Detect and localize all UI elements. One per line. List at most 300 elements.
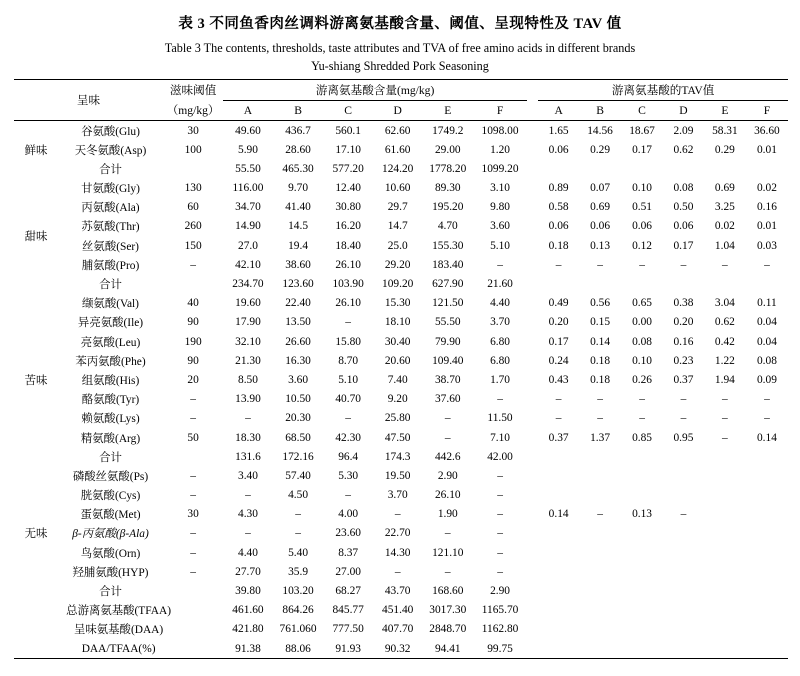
table-row xyxy=(14,390,788,409)
cell-tav-d: 0.95 xyxy=(673,431,694,444)
cell-content-d: 9.20 xyxy=(387,393,408,406)
header-content-e: E xyxy=(444,103,452,117)
table-row xyxy=(14,332,788,351)
row-threshold: 100 xyxy=(184,143,202,156)
cell-tav-f: 0.01 xyxy=(756,220,777,233)
cell-tav-b: 0.07 xyxy=(590,182,611,195)
cell-content-f: 3.70 xyxy=(490,316,510,329)
cell-content-e: – xyxy=(444,565,451,578)
row-label: 缬氨酸(Val) xyxy=(82,298,139,311)
table-row xyxy=(14,198,788,217)
cell-content-d: 14.30 xyxy=(384,546,411,559)
cell-content-d: 15.30 xyxy=(384,297,411,310)
row-label: 赖氨酸(Lys) xyxy=(81,413,140,426)
cell-content-a: 8.50 xyxy=(238,373,258,386)
cell-content-d: 22.70 xyxy=(384,527,411,540)
cell-tav-f: 0.09 xyxy=(756,373,777,386)
header-tav-group: 游离氨基酸的TAV值 xyxy=(538,79,788,100)
cell-content-b: 20.30 xyxy=(285,412,311,425)
cell-content-e: 1.90 xyxy=(437,508,458,521)
cell-tav-e: 0.29 xyxy=(714,143,735,156)
cell-tav-f: – xyxy=(764,412,770,425)
cell-tav-b: – xyxy=(597,412,603,425)
cell-content-d: 124.20 xyxy=(382,162,414,175)
cell-content-a: 4.30 xyxy=(238,508,258,521)
cell-content-e: 155.30 xyxy=(432,239,464,252)
cell-tav-a: 0.49 xyxy=(548,297,569,310)
summary-label-ratio: DAA/TFAA(%) xyxy=(14,639,223,659)
cell-tav-e: 58.31 xyxy=(704,120,746,140)
header-threshold-unit: （mg/kg） xyxy=(166,104,220,118)
row-threshold: 50 xyxy=(187,431,199,444)
cell-tav-a: 0.06 xyxy=(548,143,569,156)
cell-content-e: 94.41 xyxy=(422,639,473,659)
cell-content-c: 15.80 xyxy=(335,335,361,348)
row-label: 天冬氨酸(Asp) xyxy=(74,144,147,157)
cell-tav-c: 0.06 xyxy=(632,220,652,233)
cell-content-d: 14.7 xyxy=(387,220,408,233)
cell-content-a: 21.30 xyxy=(235,354,261,367)
cell-content-f: 21.60 xyxy=(487,278,513,291)
table-row-total xyxy=(14,159,788,178)
cell-tav-c: – xyxy=(639,393,645,406)
amino-acid-table xyxy=(14,79,788,659)
table-row-summary xyxy=(14,639,788,659)
row-label: 合计 xyxy=(99,163,122,176)
group-label-sweet: 甜味 xyxy=(24,231,48,244)
cell-content-c: 103.90 xyxy=(332,278,364,291)
cell-tav-b: 1.37 xyxy=(590,431,611,444)
cell-tav-d: 0.20 xyxy=(673,316,694,329)
cell-tav-f: 0.08 xyxy=(756,354,777,367)
cell-content-f: 7.10 xyxy=(490,431,510,444)
cell-tav-b: 14.56 xyxy=(579,120,621,140)
row-label: 磷酸丝氨酸(Ps) xyxy=(72,470,149,483)
cell-tav-d: 2.09 xyxy=(663,120,704,140)
cell-tav-c: – xyxy=(639,412,645,425)
header-tav-f: F xyxy=(763,103,771,117)
cell-tav-b: 0.14 xyxy=(590,335,611,348)
cell-content-f: 1.20 xyxy=(490,143,510,156)
cell-content-b: 13.50 xyxy=(285,316,311,329)
row-label: 组氨酸(His) xyxy=(81,374,140,387)
table-row-total xyxy=(14,274,788,293)
cell-content-c: 68.27 xyxy=(335,585,361,598)
cell-content-d: 10.60 xyxy=(384,182,411,195)
cell-content-d: 43.70 xyxy=(384,585,411,598)
cell-content-b: – xyxy=(295,508,301,521)
cell-tav-b: 0.15 xyxy=(590,316,611,329)
summary-label-tfaa: 总游离氨基酸(TFAA) xyxy=(66,605,172,618)
cell-content-b: 123.60 xyxy=(282,278,314,291)
row-threshold: 190 xyxy=(184,335,202,348)
cell-content-c: 23.60 xyxy=(335,527,361,540)
row-threshold: 260 xyxy=(184,220,202,233)
header-tav-c: C xyxy=(638,103,646,117)
cell-content-e: 1749.2 xyxy=(422,120,473,140)
cell-tav-e: 1.22 xyxy=(714,354,735,367)
table-title-cn: 表 3 不同鱼香肉丝调料游离氨基酸含量、阈值、呈现特性及 TAV 值 xyxy=(178,16,622,32)
cell-content-e: 4.70 xyxy=(437,220,458,233)
cell-content-b: 19.4 xyxy=(288,239,309,252)
header-taste: 呈味 xyxy=(14,79,163,120)
row-threshold: 30 xyxy=(163,120,223,140)
cell-content-e: 26.10 xyxy=(434,489,461,502)
cell-content-c: 30.80 xyxy=(335,201,361,214)
cell-tav-f: 0.11 xyxy=(757,297,777,310)
cell-tav-a: – xyxy=(555,412,562,425)
cell-content-c: 42.30 xyxy=(335,431,361,444)
row-threshold: 90 xyxy=(187,316,199,329)
cell-content-c: 5.30 xyxy=(338,469,359,482)
cell-content-b: 14.5 xyxy=(288,220,309,233)
cell-content-a: – xyxy=(245,412,251,425)
cell-tav-b: – xyxy=(597,393,603,406)
cell-content-e: 29.00 xyxy=(434,143,461,156)
cell-tav-a: – xyxy=(555,393,562,406)
cell-content-f: 1098.00 xyxy=(473,120,527,140)
cell-content-c: 26.10 xyxy=(335,297,361,310)
cell-tav-b: 0.06 xyxy=(590,220,611,233)
cell-content-a: – xyxy=(245,489,251,502)
cell-content-d: 90.32 xyxy=(373,639,423,659)
cell-content-c: – xyxy=(345,489,351,502)
cell-content-c: – xyxy=(345,412,351,425)
cell-content-b: 761.060 xyxy=(279,623,317,636)
table-row xyxy=(14,179,788,198)
table-row xyxy=(14,255,788,274)
header-content-b: B xyxy=(294,103,302,117)
row-label: 鸟氨酸(Orn) xyxy=(80,547,141,560)
cell-content-a: 39.80 xyxy=(235,585,261,598)
cell-content-f: – xyxy=(497,393,503,406)
cell-content-e: 38.70 xyxy=(434,373,461,386)
cell-tav-a: 0.43 xyxy=(548,373,569,386)
header-group-row xyxy=(14,79,788,100)
cell-content-b: 57.40 xyxy=(285,469,311,482)
cell-tav-c: 0.26 xyxy=(632,373,652,386)
cell-content-f: 1099.20 xyxy=(481,162,519,175)
row-label: β-丙氨酸(β-Ala) xyxy=(72,528,149,541)
cell-content-f: 99.75 xyxy=(473,639,527,659)
cell-content-e: 1778.20 xyxy=(429,162,467,175)
cell-tav-f: 0.14 xyxy=(756,431,777,444)
cell-content-e: – xyxy=(444,431,451,444)
cell-content-b: 38.60 xyxy=(285,258,311,271)
cell-content-d: 3.70 xyxy=(387,489,408,502)
cell-tav-f: 0.02 xyxy=(756,182,777,195)
cell-content-a: 34.70 xyxy=(235,201,261,214)
cell-tav-a: 0.14 xyxy=(548,508,569,521)
cell-content-e: 89.30 xyxy=(434,182,461,195)
row-threshold: – xyxy=(190,489,196,502)
cell-content-f: – xyxy=(497,258,503,271)
cell-content-e: 195.20 xyxy=(432,201,464,214)
cell-content-a: 5.90 xyxy=(238,143,258,156)
cell-content-a: 3.40 xyxy=(238,469,258,482)
cell-tav-a: 0.20 xyxy=(548,316,569,329)
cell-content-f: – xyxy=(497,469,503,482)
table-row xyxy=(14,294,788,313)
cell-content-b: 35.9 xyxy=(288,565,309,578)
row-threshold xyxy=(163,274,223,293)
cell-tav-d: 0.23 xyxy=(673,354,694,367)
cell-content-d: 47.50 xyxy=(384,431,411,444)
row-threshold: 20 xyxy=(187,373,199,386)
cell-content-c: 845.77 xyxy=(332,604,364,617)
row-threshold: – xyxy=(190,546,196,559)
row-threshold: 130 xyxy=(184,182,202,195)
row-label: 苏氨酸(Thr) xyxy=(81,221,140,234)
cell-tav-d: – xyxy=(680,393,687,406)
cell-content-e: 2.90 xyxy=(437,469,458,482)
cell-content-c: 12.40 xyxy=(335,182,361,195)
row-label: 苯丙氨酸(Phe) xyxy=(75,355,146,368)
cell-tav-f: 0.03 xyxy=(756,239,777,252)
cell-content-d: 7.40 xyxy=(387,373,408,386)
cell-content-b: 4.50 xyxy=(288,489,309,502)
cell-content-c: 96.4 xyxy=(338,450,359,463)
cell-tav-a: 0.37 xyxy=(548,431,569,444)
cell-content-a: 14.90 xyxy=(235,220,261,233)
cell-content-f: 6.80 xyxy=(490,354,510,367)
cell-tav-e: 0.69 xyxy=(714,182,735,195)
table-row xyxy=(14,140,788,159)
cell-tav-c: 0.13 xyxy=(632,508,652,521)
cell-content-a: 42.10 xyxy=(235,258,261,271)
cell-content-a: 116.00 xyxy=(232,182,264,195)
cell-content-f: 1162.80 xyxy=(481,623,519,636)
cell-content-b: 16.30 xyxy=(285,354,311,367)
cell-tav-b: 0.18 xyxy=(590,373,611,386)
cell-content-c: 777.50 xyxy=(332,623,364,636)
cell-content-f: 4.40 xyxy=(490,297,510,310)
table-row xyxy=(14,313,788,332)
table-row xyxy=(14,562,788,581)
summary-label-daa: 呈味氨基酸(DAA) xyxy=(73,624,164,637)
row-label: 蛋氨酸(Met) xyxy=(80,509,141,522)
cell-tav-a: 0.17 xyxy=(548,335,569,348)
cell-tav-b: – xyxy=(597,508,603,521)
table-row-summary xyxy=(14,620,788,639)
cell-content-c: 560.1 xyxy=(323,120,373,140)
table-row xyxy=(14,524,788,543)
row-label: 甘氨酸(Gly) xyxy=(81,183,140,196)
cell-tav-a: 0.89 xyxy=(548,182,569,195)
row-threshold: 60 xyxy=(187,201,199,214)
cell-content-e: 2848.70 xyxy=(429,623,467,636)
cell-content-a: 13.90 xyxy=(235,393,261,406)
cell-content-a: 461.60 xyxy=(232,604,264,617)
cell-content-d: 174.3 xyxy=(384,450,411,463)
cell-tav-e: 3.25 xyxy=(714,201,735,214)
header-content-c: C xyxy=(344,103,353,117)
row-label: 脯氨酸(Pro) xyxy=(81,259,140,272)
cell-content-a: – xyxy=(245,527,251,540)
cell-content-b: 41.40 xyxy=(285,201,311,214)
table-title-en-line2: Yu-shiang Shredded Pork Seasoning xyxy=(311,59,489,74)
row-label: 丝氨酸(Ser) xyxy=(82,240,139,253)
cell-content-b: 68.50 xyxy=(285,431,311,444)
cell-tav-f: 0.16 xyxy=(756,201,777,214)
cell-tav-f: – xyxy=(764,393,770,406)
cell-tav-b: 0.13 xyxy=(590,239,611,252)
cell-tav-f: 0.04 xyxy=(756,335,777,348)
cell-content-c: 18.40 xyxy=(335,239,361,252)
row-label: 异亮氨酸(Ile) xyxy=(77,317,144,330)
cell-content-d: 25.0 xyxy=(387,239,408,252)
table-row xyxy=(14,428,788,447)
cell-tav-b: 0.69 xyxy=(590,201,611,214)
cell-content-d: – xyxy=(394,508,401,521)
table-title-en-line1: Table 3 The contents, thresholds, taste attributes and TVA of free amino acids in different brands xyxy=(164,41,636,55)
cell-content-f: – xyxy=(497,565,503,578)
cell-tav-b: 0.18 xyxy=(590,354,611,367)
cell-tav-c: 0.10 xyxy=(632,182,652,195)
cell-tav-b: 0.29 xyxy=(590,143,611,156)
cell-tav-d: 0.06 xyxy=(673,220,694,233)
cell-content-d: 19.50 xyxy=(384,469,411,482)
cell-content-c: 26.10 xyxy=(335,258,361,271)
table-body xyxy=(14,120,788,658)
cell-content-f: 5.10 xyxy=(490,239,510,252)
row-label: 合计 xyxy=(99,279,122,292)
cell-content-e: 627.90 xyxy=(432,278,464,291)
cell-content-b: 5.40 xyxy=(288,546,309,559)
cell-tav-a: 0.18 xyxy=(548,239,569,252)
group-label-tasteless: 无味 xyxy=(24,528,48,541)
cell-content-b: 172.16 xyxy=(282,450,314,463)
row-threshold: – xyxy=(190,469,196,482)
cell-content-e: 37.60 xyxy=(434,393,461,406)
row-threshold xyxy=(163,447,223,466)
cell-tav-c: 0.17 xyxy=(632,143,652,156)
cell-content-f: 11.50 xyxy=(487,412,513,425)
header-tav-d: D xyxy=(679,103,688,117)
cell-tav-d: 0.38 xyxy=(673,297,694,310)
row-threshold: – xyxy=(190,527,196,540)
cell-tav-f: – xyxy=(764,258,770,271)
table-row xyxy=(14,486,788,505)
row-label: 羟脯氨酸(HYP) xyxy=(72,566,149,579)
cell-content-d: 30.40 xyxy=(384,335,411,348)
cell-content-c: 5.10 xyxy=(338,373,359,386)
cell-content-e: 183.40 xyxy=(432,258,464,271)
cell-content-d: 407.70 xyxy=(382,623,414,636)
table-row-total xyxy=(14,447,788,466)
cell-tav-d: 0.16 xyxy=(673,335,694,348)
table-row xyxy=(14,466,788,485)
cell-content-b: 10.50 xyxy=(285,393,311,406)
cell-content-c: 4.00 xyxy=(338,508,359,521)
cell-content-e: 55.50 xyxy=(434,316,461,329)
row-threshold: – xyxy=(190,565,196,578)
cell-tav-e: 3.04 xyxy=(714,297,735,310)
cell-content-b: 88.06 xyxy=(273,639,324,659)
cell-content-f: 3.10 xyxy=(490,182,510,195)
row-threshold xyxy=(163,581,223,600)
cell-tav-e: – xyxy=(722,393,728,406)
cell-content-a: 234.70 xyxy=(232,278,264,291)
cell-content-e: 3017.30 xyxy=(429,604,467,617)
cell-content-e: 121.10 xyxy=(432,546,464,559)
cell-tav-e: – xyxy=(722,258,728,271)
cell-tav-f: 36.60 xyxy=(746,120,788,140)
cell-tav-c: – xyxy=(639,258,645,271)
cell-content-a: 27.70 xyxy=(235,565,261,578)
row-threshold: – xyxy=(190,258,196,271)
cell-content-d: 62.60 xyxy=(373,120,423,140)
cell-tav-d: 0.62 xyxy=(673,143,694,156)
cell-tav-d: 0.37 xyxy=(673,373,694,386)
row-label: 酪氨酸(Tyr) xyxy=(81,394,140,407)
cell-content-d: 109.20 xyxy=(382,278,414,291)
cell-tav-d: – xyxy=(680,508,687,521)
cell-content-e: 79.90 xyxy=(434,335,461,348)
cell-content-a: 131.6 xyxy=(235,450,261,463)
cell-content-f: 1165.70 xyxy=(481,604,519,617)
cell-content-b: 9.70 xyxy=(288,182,309,195)
cell-content-f: 9.80 xyxy=(490,201,510,214)
header-gap xyxy=(527,79,538,100)
cell-content-a: 19.60 xyxy=(235,297,261,310)
cell-content-e: – xyxy=(444,412,451,425)
cell-content-a: 17.90 xyxy=(235,316,261,329)
cell-content-f: – xyxy=(497,508,503,521)
cell-content-a: 49.60 xyxy=(223,120,273,140)
cell-content-f: 42.00 xyxy=(487,450,513,463)
cell-content-c: 577.20 xyxy=(332,162,364,175)
cell-tav-c: 18.67 xyxy=(621,120,663,140)
row-label: 合计 xyxy=(99,586,122,599)
cell-content-c: 8.37 xyxy=(338,546,359,559)
header-gap-2 xyxy=(527,100,538,120)
cell-content-f: 3.60 xyxy=(490,220,510,233)
cell-content-d: 25.80 xyxy=(384,412,411,425)
row-label: 丙氨酸(Ala) xyxy=(81,202,140,215)
cell-content-b: 103.20 xyxy=(282,585,314,598)
table-row xyxy=(14,505,788,524)
header-tav-a: A xyxy=(554,103,563,117)
cell-tav-a: – xyxy=(555,258,562,271)
table-row xyxy=(14,351,788,370)
cell-tav-d: 0.08 xyxy=(673,182,694,195)
row-label: 亮氨酸(Leu) xyxy=(80,336,141,349)
table-row xyxy=(14,236,788,255)
cell-content-d: 61.60 xyxy=(384,143,411,156)
row-threshold: – xyxy=(190,393,196,406)
cell-content-a: 91.38 xyxy=(223,639,273,659)
table-row xyxy=(14,370,788,389)
header-content-group: 游离氨基酸含量(mg/kg) xyxy=(223,79,527,100)
cell-content-a: 55.50 xyxy=(235,162,261,175)
cell-content-c: 8.70 xyxy=(338,354,359,367)
cell-content-f: 2.90 xyxy=(490,585,510,598)
cell-tav-e: – xyxy=(722,412,728,425)
cell-content-d: 20.60 xyxy=(384,354,411,367)
cell-content-d: – xyxy=(394,565,401,578)
cell-tav-c: 0.12 xyxy=(632,239,652,252)
cell-tav-f: 0.01 xyxy=(756,143,777,156)
cell-tav-a: 0.24 xyxy=(548,354,569,367)
header-content-f: F xyxy=(496,103,504,117)
cell-content-c: 40.70 xyxy=(335,393,361,406)
cell-content-c: 17.10 xyxy=(335,143,361,156)
header-tav-b: B xyxy=(596,103,604,117)
cell-tav-e: 1.04 xyxy=(714,239,735,252)
cell-content-f: – xyxy=(497,527,503,540)
cell-content-c: 16.20 xyxy=(335,220,361,233)
